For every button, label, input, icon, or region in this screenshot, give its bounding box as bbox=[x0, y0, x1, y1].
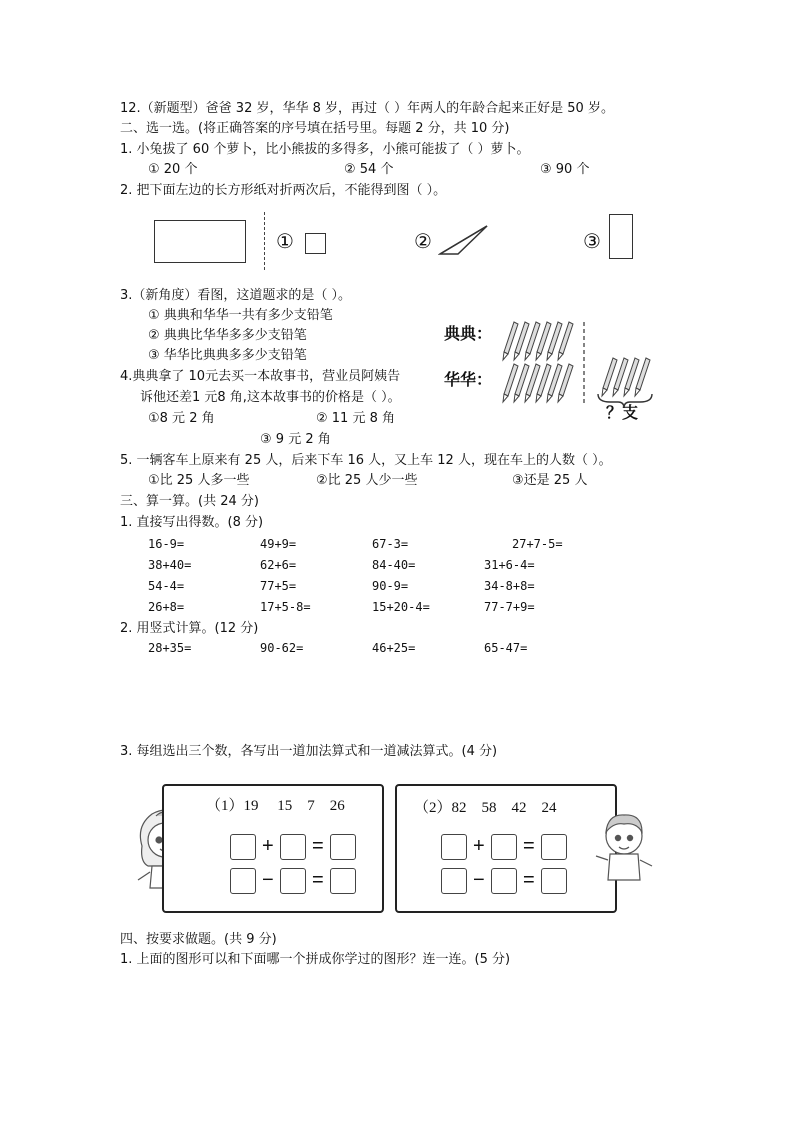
s2-q1-option-1: ① 20 个 bbox=[148, 162, 198, 177]
minus-sign: − bbox=[473, 869, 485, 891]
calc-item: 27+7-5= bbox=[512, 537, 563, 551]
figure-label-1: ① bbox=[276, 229, 294, 253]
rectangle-paper bbox=[154, 220, 246, 263]
s2-q5-text: 5. 一辆客车上原来有 25 人，后来下车 16 人，又上车 12 人，现在车上的人数（ ）。 bbox=[120, 453, 612, 468]
question-pencils-label: ？支 bbox=[606, 403, 639, 422]
answer-box[interactable] bbox=[441, 834, 467, 860]
section-2-title: 二、选一选。(将正确答案的序号填在括号里。每题 2 分，共 10 分) bbox=[120, 121, 510, 136]
plus-sign: + bbox=[473, 835, 485, 857]
pencil-row-extra bbox=[602, 358, 650, 396]
equals-sign: = bbox=[312, 869, 324, 891]
s4-q1-text: 1. 上面的图形可以和下面哪一个拼成你学过的图形？连一连。(5 分) bbox=[120, 952, 511, 967]
pencil-row-diandian bbox=[503, 322, 573, 360]
answer-box[interactable] bbox=[330, 868, 356, 894]
triangle-figure bbox=[438, 224, 490, 256]
s2-q4-line1: 4.典典拿了 10元去买一本故事书，营业员阿姨告 bbox=[120, 369, 401, 384]
answer-box[interactable] bbox=[491, 834, 517, 860]
s2-q5-option-2: ②比 25 人少一些 bbox=[316, 473, 418, 488]
calc-item: 17+5-8= bbox=[260, 600, 311, 614]
plus-sign: + bbox=[262, 835, 274, 857]
answer-box[interactable] bbox=[541, 834, 567, 860]
s3-q1-title: 1. 直接写出得数。(8 分) bbox=[120, 515, 264, 530]
calc-item: 31+6-4= bbox=[484, 558, 535, 572]
s2-q4-option-2: ② 11 元 8 角 bbox=[316, 411, 395, 426]
s2-q1-option-3: ③ 90 个 bbox=[540, 162, 590, 177]
answer-box[interactable] bbox=[441, 868, 467, 894]
vertical-calc-item: 28+35= bbox=[148, 641, 192, 655]
figure-label-2: ② bbox=[414, 229, 432, 253]
calc-item: 77+5= bbox=[260, 579, 297, 593]
number-group-1: （1）19 15 7 26 bbox=[206, 798, 345, 814]
section-3-title: 三、算一算。(共 24 分) bbox=[120, 494, 259, 509]
s3-q2-title: 2. 用竖式计算。(12 分) bbox=[120, 621, 259, 636]
name-huahua: 华华： bbox=[444, 370, 493, 389]
calc-item: 54-4= bbox=[148, 579, 185, 593]
number-group-2: （2）82 58 42 24 bbox=[414, 800, 557, 816]
calc-item: 34-8+8= bbox=[484, 579, 535, 593]
equals-sign: = bbox=[312, 835, 324, 857]
boy-illustration bbox=[592, 810, 656, 884]
pencil-row-huahua bbox=[503, 364, 573, 402]
answer-box[interactable] bbox=[230, 834, 256, 860]
s2-q3-text: 3.（新角度）看图，这道题求的是（ ）。 bbox=[120, 288, 352, 303]
vertical-calc-item: 65-47= bbox=[484, 641, 528, 655]
s2-q3-option-2: ② 典典比华华多多少支铅笔 bbox=[148, 328, 307, 343]
equals-sign: = bbox=[523, 835, 535, 857]
small-square-figure bbox=[305, 233, 326, 254]
s2-q2-text: 2. 把下面左边的长方形纸对折两次后，不能得到图（ ）。 bbox=[120, 183, 447, 198]
s3-q3-title: 3. 每组选出三个数，各写出一道加法算式和一道减法算式。(4 分) bbox=[120, 744, 498, 759]
s2-q5-option-3: ③还是 25 人 bbox=[512, 473, 588, 488]
vertical-calc-item: 90-62= bbox=[260, 641, 304, 655]
name-diandian: 典典： bbox=[444, 324, 493, 343]
calc-item: 16-9= bbox=[148, 537, 185, 551]
question-12: 12.（新题型）爸爸 32 岁，华华 8 岁，再过（ ）年两人的年龄合起来正好是 50 岁。 bbox=[120, 101, 614, 116]
calc-item: 77-7+9= bbox=[484, 600, 535, 614]
calc-item: 49+9= bbox=[260, 537, 297, 551]
figure-label-3: ③ bbox=[583, 229, 601, 253]
answer-box[interactable] bbox=[280, 834, 306, 860]
calc-item: 84-40= bbox=[372, 558, 416, 572]
s2-q4-option-1: ①8 元 2 角 bbox=[148, 411, 215, 426]
answer-box[interactable] bbox=[230, 868, 256, 894]
calc-item: 38+40= bbox=[148, 558, 192, 572]
s2-q1-text: 1. 小兔拔了 60 个萝卜，比小熊拔的多得多，小熊可能拔了（ ）萝卜。 bbox=[120, 142, 530, 157]
answer-box[interactable] bbox=[330, 834, 356, 860]
tall-rectangle-figure bbox=[609, 214, 633, 259]
s2-q5-option-1: ①比 25 人多一些 bbox=[148, 473, 250, 488]
vertical-calc-item: 46+25= bbox=[372, 641, 416, 655]
divider-dashed bbox=[264, 212, 265, 270]
s2-q4-line2: 诉他还差1 元8 角,这本故事书的价格是（ ）。 bbox=[140, 390, 401, 405]
s2-q3-option-1: ① 典典和华华一共有多少支铅笔 bbox=[148, 308, 333, 323]
s2-q1-option-2: ② 54 个 bbox=[344, 162, 394, 177]
s2-q3-option-3: ③ 华华比典典多多少支铅笔 bbox=[148, 348, 307, 363]
equals-sign: = bbox=[523, 869, 535, 891]
calc-item: 62+6= bbox=[260, 558, 297, 572]
section-4-title: 四、按要求做题。(共 9 分) bbox=[120, 932, 277, 947]
answer-box[interactable] bbox=[491, 868, 517, 894]
calc-item: 15+20-4= bbox=[372, 600, 430, 614]
answer-box[interactable] bbox=[541, 868, 567, 894]
calc-item: 90-9= bbox=[372, 579, 409, 593]
calc-item: 26+8= bbox=[148, 600, 185, 614]
minus-sign: − bbox=[262, 869, 274, 891]
calc-item: 67-3= bbox=[372, 537, 409, 551]
s2-q4-option-3: ③ 9 元 2 角 bbox=[260, 432, 331, 447]
answer-box[interactable] bbox=[280, 868, 306, 894]
